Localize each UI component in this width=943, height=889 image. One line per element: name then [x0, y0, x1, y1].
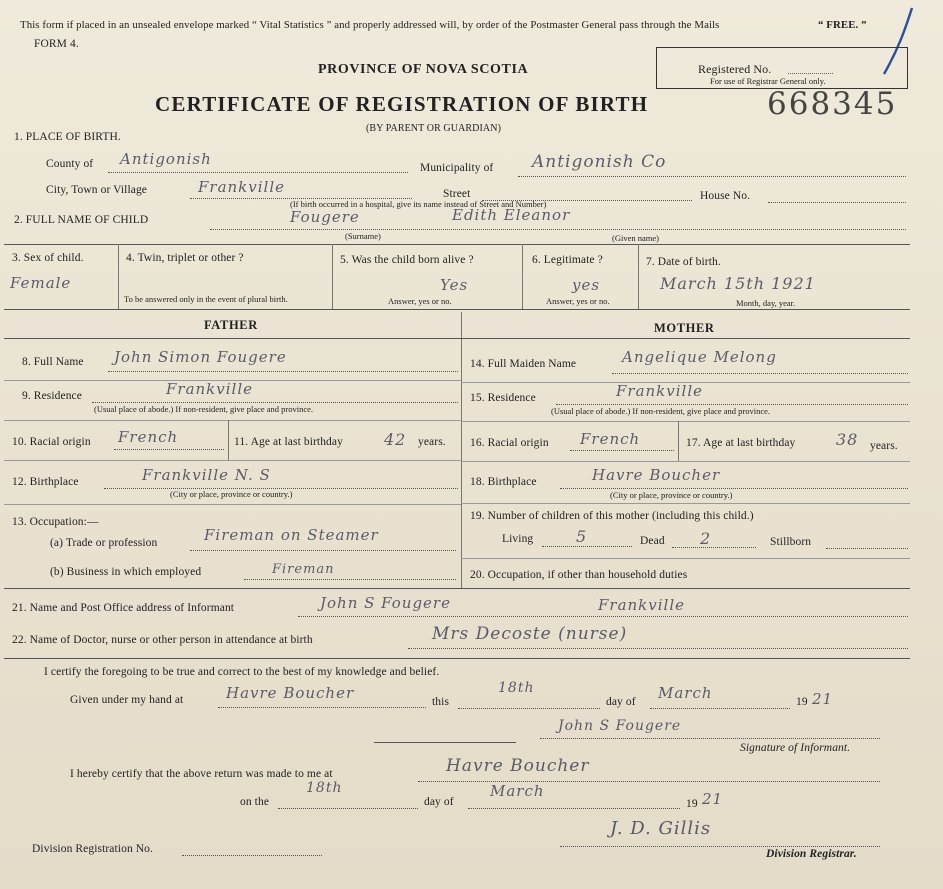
registrar-year-prefix: 19	[686, 798, 698, 810]
mother-row-rule-4	[461, 503, 910, 504]
father-years: years.	[418, 436, 446, 448]
given-caption: (Given name)	[612, 233, 659, 243]
municipality-line	[518, 176, 906, 177]
father-business-line	[244, 579, 456, 580]
father-name-value[interactable]: John Simon Fougere	[114, 348, 287, 366]
mother-residence-value[interactable]: Frankville	[616, 382, 704, 400]
mother-row-rule-3	[461, 461, 910, 462]
row3-divider-1	[118, 244, 119, 309]
registrar-day-of-label: day of	[424, 796, 454, 808]
mother-years: years.	[870, 440, 898, 452]
informant-signature[interactable]: John S Fougere	[558, 718, 682, 734]
free-notice: “ FREE. ”	[818, 19, 867, 31]
given-day-line	[458, 708, 600, 709]
mother-birthplace-label: 18. Birthplace	[470, 476, 537, 488]
given-day-value[interactable]: 18th	[498, 680, 535, 696]
mother-racial-value[interactable]: French	[580, 430, 641, 448]
stillborn-label: Stillborn	[770, 536, 812, 548]
sex-value[interactable]: Female	[10, 274, 72, 292]
municipality-label: Municipality of	[420, 162, 494, 174]
father-racial-label: 10. Racial origin	[12, 436, 91, 448]
legitimate-note: Answer, yes or no.	[546, 296, 610, 306]
county-value[interactable]: Antigonish	[120, 150, 212, 168]
mother-row-rule-2	[461, 421, 910, 422]
father-racial-line	[114, 449, 224, 450]
certify-statement: I certify the foregoing to be true and correct to the best of my knowledge and belief.	[44, 666, 440, 678]
given-month-line	[650, 708, 790, 709]
father-trade-label: (a) Trade or profession	[50, 537, 158, 549]
child-surname[interactable]: Fougere	[290, 208, 360, 226]
child-name-label: 2. FULL NAME OF CHILD	[14, 214, 149, 226]
mother-children-label: 19. Number of children of this mother (including this child.)	[470, 510, 754, 522]
twin-label: 4. Twin, triplet or other ?	[126, 252, 244, 264]
province-heading: PROVINCE OF NOVA SCOTIA	[318, 62, 529, 77]
living-line	[542, 546, 632, 547]
given-label: Given under my hand at	[70, 694, 184, 706]
mother-name-value[interactable]: Angelique Melong	[622, 348, 777, 366]
certificate-subtitle: (BY PARENT OR GUARDIAN)	[366, 123, 501, 134]
certificate-number: 668345	[767, 86, 898, 122]
father-business-label: (b) Business in which employed	[50, 566, 202, 578]
doctor-line	[408, 648, 908, 649]
father-row-rule-2	[4, 420, 461, 421]
given-this-label: this	[432, 696, 450, 708]
father-row-rule-4	[4, 504, 461, 505]
mother-racial-line	[570, 450, 674, 451]
doctor-label: 22. Name of Doctor, nurse or other person in attendance at birth	[12, 634, 313, 646]
city-label: City, Town or Village	[46, 184, 148, 196]
registered-note: For use of Registrar General only.	[710, 76, 826, 86]
registered-label: Registered No.	[698, 62, 772, 76]
informant-signature-line	[540, 738, 880, 739]
informant-name[interactable]: John S Fougere	[320, 594, 451, 612]
registrar-day-line	[278, 808, 418, 809]
informant-line	[298, 616, 908, 617]
division-registrar-caption: Division Registrar.	[766, 848, 857, 860]
child-name-line	[210, 229, 906, 230]
mother-name-label: 14. Full Maiden Name	[470, 358, 577, 370]
house-line	[768, 202, 906, 203]
father-racial-value[interactable]: French	[118, 428, 179, 446]
child-given-name[interactable]: Edith Eleanor	[452, 206, 571, 224]
row3-divider-3	[522, 244, 523, 309]
mother-birthplace-note: (City or place, province or country.)	[610, 490, 733, 500]
living-value[interactable]: 5	[576, 527, 588, 546]
mother-residence-note: (Usual place of abode.) If non-resident, give place and province.	[551, 406, 771, 416]
row3-bottom-rule	[4, 309, 910, 310]
father-residence-note: (Usual place of abode.) If non-resident, give place and province.	[94, 404, 314, 414]
father-name-line	[108, 371, 458, 372]
municipality-value[interactable]: Antigonish Co	[532, 152, 667, 172]
row3-divider-4	[638, 244, 639, 309]
stillborn-line	[826, 548, 908, 549]
twin-note: To be answered only in the event of plural birth.	[124, 294, 288, 304]
mother-residence-label: 15. Residence	[470, 392, 536, 404]
mother-age-value[interactable]: 38	[836, 430, 859, 449]
row3-divider-2	[332, 244, 333, 309]
father-residence-value[interactable]: Frankville	[166, 380, 254, 398]
father-residence-label: 9. Residence	[22, 390, 82, 402]
informant-address[interactable]: Frankville	[598, 596, 686, 614]
registrar-month-value[interactable]: March	[490, 782, 545, 800]
legitimate-label: 6. Legitimate ?	[532, 254, 603, 266]
certificate-title: CERTIFICATE OF REGISTRATION OF BIRTH	[155, 92, 649, 116]
father-name-label: 8. Full Name	[22, 356, 84, 368]
county-line	[108, 172, 408, 173]
mother-residence-line	[556, 404, 908, 405]
mother-row-rule-5	[461, 558, 910, 559]
mother-age-divider	[678, 421, 679, 461]
dead-line	[672, 547, 756, 548]
given-month-value[interactable]: March	[658, 684, 713, 702]
hospital-note: (If birth occurred in a hospital, give its name instead of Street and Number)	[290, 199, 547, 209]
mother-racial-label: 16. Racial origin	[470, 437, 549, 449]
street-label: Street	[443, 188, 471, 200]
parents-bottom-rule	[4, 588, 910, 589]
father-age-value[interactable]: 42	[384, 430, 407, 449]
living-label: Living	[502, 533, 534, 545]
mother-birthplace-line	[560, 488, 908, 489]
parents-heading-rule	[4, 338, 910, 339]
registrar-on-the-label: on the	[240, 796, 270, 808]
given-year-prefix: 19	[796, 696, 808, 708]
registrar-statement: I hereby certify that the above return was made to me at	[70, 768, 333, 780]
registrar-day-value[interactable]: 18th	[306, 780, 343, 796]
doctor-bottom-rule	[4, 658, 910, 659]
father-trade-value[interactable]: Fireman on Steamer	[204, 526, 379, 544]
alive-note: Answer, yes or no.	[388, 296, 452, 306]
father-row-rule-3	[4, 460, 461, 461]
given-place-value[interactable]: Havre Boucher	[226, 684, 355, 702]
registered-number-line	[788, 73, 833, 74]
father-occupation-label: 13. Occupation:—	[12, 516, 99, 528]
registrar-place-value[interactable]: Havre Boucher	[446, 756, 590, 776]
registrar-month-line	[468, 808, 680, 809]
registrar-place-line	[418, 781, 880, 782]
father-age-divider	[228, 420, 229, 460]
given-place-line	[218, 707, 426, 708]
mail-notice: This form if placed in an unsealed envelope marked “ Vital Statistics ” and properly addressed will, by order of the Postmaster General pass through the Mails	[20, 19, 720, 31]
registrar-signature[interactable]: J. D. Gillis	[610, 818, 712, 839]
father-birthplace-label: 12. Birthplace	[12, 476, 79, 488]
father-heading: FATHER	[204, 318, 258, 332]
birth-date-value[interactable]: March 15th 1921	[660, 274, 816, 293]
given-year-value[interactable]: 21	[812, 690, 834, 708]
division-registration-label: Division Registration No.	[32, 843, 154, 855]
registrar-signature-line	[560, 846, 880, 847]
form-number: FORM 4.	[34, 38, 79, 50]
birth-date-label: 7. Date of birth.	[646, 256, 721, 268]
surname-caption: (Surname)	[345, 231, 381, 241]
county-label: County of	[46, 158, 94, 170]
mother-age-label: 17. Age at last birthday	[686, 437, 796, 449]
doctor-value[interactable]: Mrs Decoste (nurse)	[432, 624, 628, 644]
row3-top-rule	[4, 244, 910, 245]
parents-divider	[461, 312, 462, 588]
alive-label: 5. Was the child born alive ?	[340, 254, 474, 266]
father-age-label: 11. Age at last birthday	[234, 436, 343, 448]
father-business-value[interactable]: Fireman	[272, 562, 335, 577]
father-residence-line	[92, 402, 458, 403]
father-trade-line	[190, 550, 456, 551]
given-day-of-label: day of	[606, 696, 636, 708]
mother-birthplace-value[interactable]: Havre Boucher	[592, 466, 721, 484]
place-heading: 1. PLACE OF BIRTH.	[14, 131, 121, 143]
dead-label: Dead	[640, 535, 665, 547]
division-registration-line	[182, 855, 322, 856]
father-birthplace-value[interactable]: Frankville N. S	[142, 466, 271, 484]
registrar-year-value[interactable]: 21	[702, 790, 724, 808]
mother-heading: MOTHER	[654, 321, 715, 335]
dead-value[interactable]: 2	[700, 529, 712, 548]
city-value[interactable]: Frankville	[198, 178, 286, 196]
mother-name-line	[612, 373, 908, 374]
alive-value[interactable]: Yes	[440, 276, 469, 294]
informant-label: 21. Name and Post Office address of Informant	[12, 602, 235, 614]
birth-date-note: Month, day, year.	[736, 298, 796, 308]
legitimate-value[interactable]: yes	[572, 276, 601, 294]
informant-signature-caption: Signature of Informant.	[740, 742, 851, 754]
house-label: House No.	[700, 190, 751, 202]
mother-occupation-label: 20. Occupation, if other than household duties	[470, 569, 688, 581]
separator-rule	[374, 742, 516, 743]
father-birthplace-note: (City or place, province or country.)	[170, 489, 293, 499]
sex-label: 3. Sex of child.	[12, 252, 84, 264]
